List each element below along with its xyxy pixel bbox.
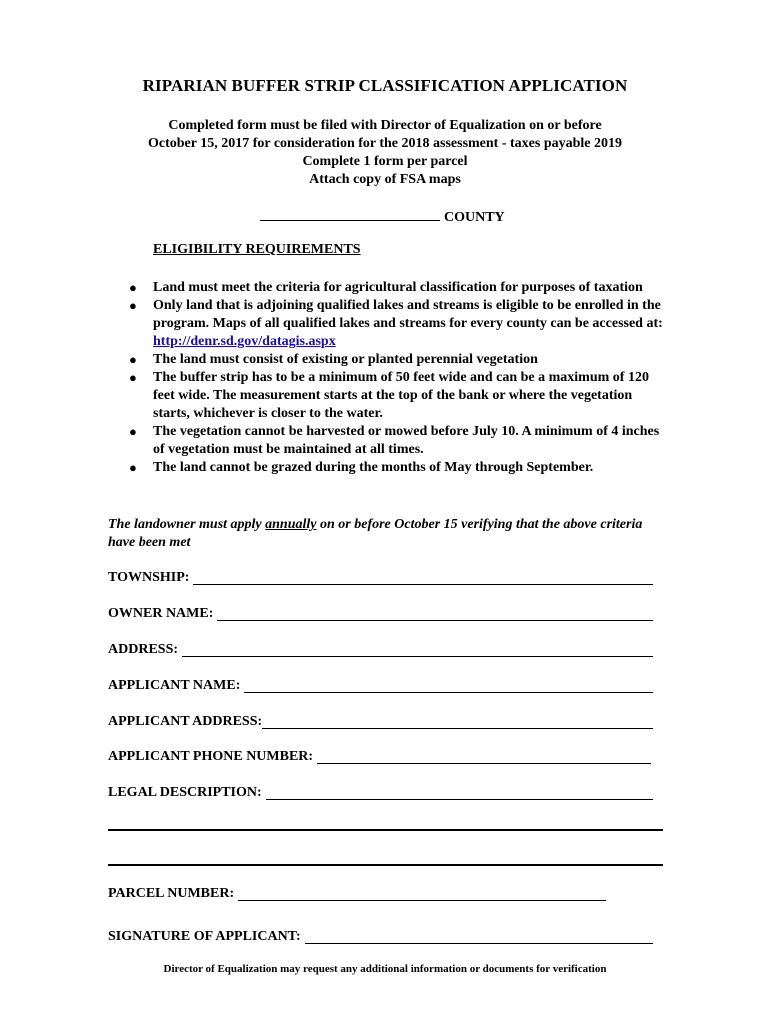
legal-description-line[interactable] bbox=[266, 798, 653, 800]
datagis-link[interactable]: http://denr.sd.gov/datagis.aspx bbox=[153, 334, 336, 349]
signature-label: SIGNATURE OF APPLICANT: bbox=[108, 929, 301, 944]
applicant-name-line[interactable] bbox=[244, 691, 653, 693]
bullet-icon: ● bbox=[129, 298, 137, 313]
township-line[interactable] bbox=[193, 583, 653, 585]
county-blank-line[interactable] bbox=[260, 206, 440, 221]
parcel-number-line[interactable] bbox=[238, 899, 606, 901]
applicant-phone-line[interactable] bbox=[317, 762, 651, 764]
owner-name-label: OWNER NAME: bbox=[108, 606, 214, 621]
applicant-address-line[interactable] bbox=[262, 727, 653, 729]
bullet-icon: ● bbox=[129, 280, 137, 295]
notice-text: The landowner must apply bbox=[108, 517, 266, 532]
requirements-list bbox=[126, 279, 666, 477]
list-item bbox=[126, 459, 666, 477]
instruction-line: Complete 1 form per parcel bbox=[302, 154, 468, 169]
applicant-phone-field[interactable] bbox=[108, 745, 651, 767]
filing-instructions bbox=[0, 117, 770, 189]
notice-emphasis: annually bbox=[265, 517, 317, 532]
instruction-line: October 15, 2017 for consideration for the 2018 assessment - taxes payable 2019 bbox=[147, 136, 623, 151]
legal-description-line-3[interactable] bbox=[108, 864, 663, 866]
signature-line[interactable] bbox=[305, 942, 653, 944]
township-label: TOWNSHIP: bbox=[108, 570, 190, 585]
notice-text: on or before October 15 verifying that the above criteria have been met bbox=[108, 517, 643, 550]
signature-field[interactable] bbox=[108, 925, 653, 947]
township-field[interactable] bbox=[108, 566, 653, 588]
bullet-icon: ● bbox=[129, 352, 137, 367]
list-item bbox=[126, 369, 666, 423]
requirement-text: The land must consist of existing or planted perennial vegetation bbox=[153, 352, 538, 367]
annual-notice bbox=[108, 516, 668, 552]
list-item bbox=[126, 351, 666, 369]
list-item bbox=[126, 423, 666, 459]
county-label: COUNTY bbox=[444, 210, 505, 225]
instruction-line: Attach copy of FSA maps bbox=[309, 172, 461, 187]
bullet-icon: ● bbox=[129, 460, 137, 475]
requirement-text: The vegetation cannot be harvested or mowed before July 10. A minimum of 4 inches of vegetation must be maintained at all times. bbox=[153, 424, 660, 457]
parcel-number-field[interactable] bbox=[108, 882, 606, 904]
requirement-text: Only land that is adjoining qualified lakes and streams is eligible to be enrolled in the program. Maps of all qualified lakes and streams for every county can be accessed at: bbox=[153, 298, 663, 331]
address-field[interactable] bbox=[108, 638, 653, 660]
list-item bbox=[126, 297, 666, 351]
applicant-address-label: APPLICANT ADDRESS: bbox=[108, 714, 263, 729]
owner-name-line[interactable] bbox=[217, 619, 653, 621]
address-label: ADDRESS: bbox=[108, 642, 179, 657]
bullet-icon: ● bbox=[129, 424, 137, 439]
form-title: RIPARIAN BUFFER STRIP CLASSIFICATION APPLICATION bbox=[142, 76, 628, 95]
bullet-icon: ● bbox=[129, 370, 137, 385]
legal-description-line-2[interactable] bbox=[108, 829, 663, 831]
verification-note: Director of Equalization may request any additional information or documents for verification bbox=[163, 963, 607, 975]
requirement-text: Land must meet the criteria for agricultural classification for purposes of taxation bbox=[153, 280, 643, 295]
requirement-text: The land cannot be grazed during the months of May through September. bbox=[153, 460, 594, 475]
legal-description-label: LEGAL DESCRIPTION: bbox=[108, 785, 262, 800]
instruction-line: Completed form must be filed with Director of Equalization on or before bbox=[168, 118, 602, 133]
county-field[interactable] bbox=[260, 206, 505, 226]
applicant-name-field[interactable] bbox=[108, 674, 653, 696]
address-line[interactable] bbox=[182, 655, 653, 657]
applicant-address-field[interactable] bbox=[108, 710, 653, 732]
legal-description-field[interactable] bbox=[108, 781, 653, 803]
requirement-text: The buffer strip has to be a minimum of 50 feet wide and can be a maximum of 120 feet wide. The measurement starts at the top of the bank or where the vegetation starts, whichever is closer to the water. bbox=[153, 370, 649, 421]
eligibility-heading: ELIGIBILITY REQUIREMENTS bbox=[153, 242, 361, 257]
applicant-phone-label: APPLICANT PHONE NUMBER: bbox=[108, 749, 314, 764]
list-item bbox=[126, 279, 666, 297]
owner-name-field[interactable] bbox=[108, 602, 653, 624]
applicant-name-label: APPLICANT NAME: bbox=[108, 678, 241, 693]
parcel-number-label: PARCEL NUMBER: bbox=[108, 886, 235, 901]
